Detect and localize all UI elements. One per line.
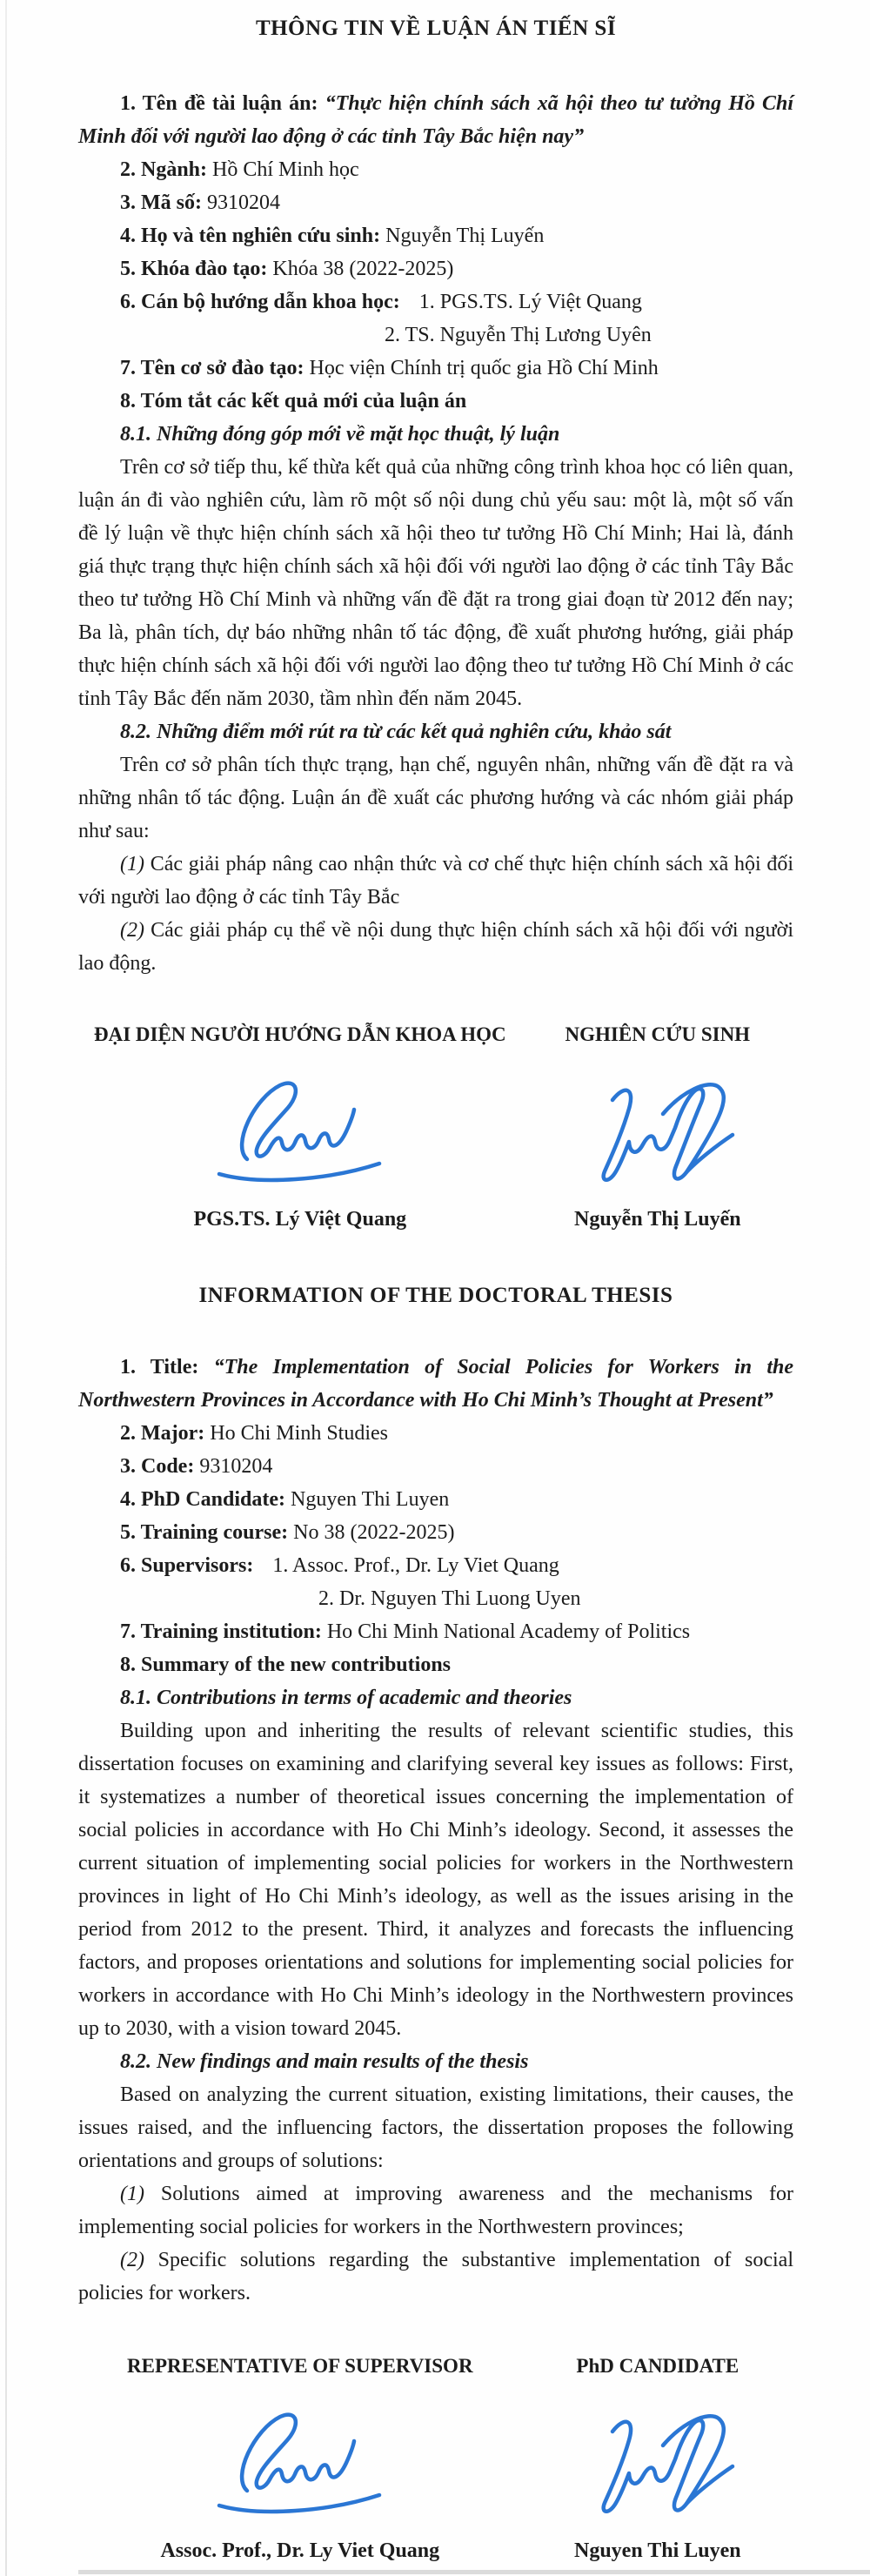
en-item4-value: Nguyen Thi Luyen [291,1488,450,1511]
vn-candidate-name: Nguyễn Thị Luyến [573,1208,741,1231]
en-item8-label: 8. Summary of the new contributions [120,1654,452,1676]
vn-item-thesis-title [78,87,793,153]
en-signature-block [78,2350,793,2567]
en-supervisor-signature-column [78,2350,522,2567]
section-english [78,1281,793,2567]
section-vietnamese [78,14,793,1236]
vn-item-course [78,252,793,285]
vn-item1-label: 1. Tên đề tài luận án: [120,92,318,115]
vn-item6-label: 6. Cán bộ hướng dẫn khoa học: [120,291,400,313]
en-item-supervisors [78,1549,793,1582]
en-solution-1-text: Solutions aimed at improving awareness and the mechanisms for implementing social policies for workers in the Northwestern provinces; [78,2183,793,2238]
en-candidate-signature-title: PhD CANDIDATE [576,2355,740,2377]
en-item-candidate [78,1483,793,1516]
vn-item-summary [78,385,793,418]
vn-paragraph-8-1: Trên cơ sở tiếp thu, kế thừa kết quả của những công trình khoa học có liên quan, luận án đi vào nghiên cứu, làm rõ một số nội dung chủ yếu sau: một là, một số vấn đề lý luận về thực hiện chính sách xã hội theo tư tưởng Hồ Chí Minh; Hai là, đánh giá thực trạng thực hiện chính sách xã hội đối với người lao động ở các tỉnh Tây Bắc theo tư tưởng Hồ Chí Minh và những vấn đề đặt ra trong giai đoạn từ 2012 đến nay; Ba là, phân tích, dự báo những nhân tố tác động, đề xuất phương hướng, giải pháp thực hiện chính sách xã hội đối với người lao động theo tư tưởng Hồ Chí Minh ở các tỉnh Tây Bắc đến năm 2030, tầm nhìn đến năm 2045. [78,456,793,710]
en-item2-label: 2. Major: [120,1422,205,1445]
en-item-major [78,1417,793,1450]
vn-item3-value: 9310204 [206,191,280,214]
en-item3-value: 9310204 [199,1455,273,1478]
en-item7-label: 7. Training institution: [120,1620,322,1643]
vn-item-major [78,153,793,186]
vn-item5-value: Khóa 38 (2022-2025) [272,258,454,280]
vn-supervisor-2-line [385,319,793,352]
en-paragraph-8-2: Based on analyzing the current situation, existing limitations, their causes, the issues raised, and the influencing factors, the dissertation proposes the following orientations and groups of solutions: [78,2083,793,2172]
vn-supervisor-2: 2. TS. Nguyễn Thị Lương Uyên [385,324,652,346]
en-supervisor-1: 1. Assoc. Prof., Dr. Ly Viet Quang [272,1554,559,1577]
vn-supervisor-signature-title: ĐẠI DIỆN NGƯỜI HƯỚNG DẪN KHOA HỌC [93,1023,506,1045]
vn-supervisor-1: 1. PGS.TS. Lý Việt Quang [418,291,642,313]
en-item-code [78,1450,793,1483]
vn-candidate-signature-column [522,1018,793,1236]
vn-item1-value: “Thực hiện chính sách xã hội theo tư tưởng Hồ Chí Minh đối với người lao động ở các tỉnh Tây Bắc hiện nay” [78,92,794,148]
en-item6-label: 6. Supervisors: [120,1554,254,1577]
vn-item7-label: 7. Tên cơ sở đào tạo: [120,357,304,379]
en-paragraph-8-1: Building upon and inheriting the results of relevant scientific studies, this dissertation focuses on examining and clarifying several key issues as follows: First, it systematizes a number of theoretical issues concerning the implementation of social policies in accordance with Ho Chi Minh’s ideology. Second, it assesses the current situation of implementing social policies for workers in the Northwestern provinces in light of Ho Chi Minh’s ideology, as well as the issues arising in the period from 2012 to the present. Third, it analyzes and forecasts the influencing factors, and proposes orientations and solutions for implementing social policies for workers in accordance with Ho Chi Minh’s ideology in the Northwestern provinces up to 2030, with a vision toward 2045. [78,1720,793,2040]
vn-signature-block [78,1018,793,1236]
en-solution-2 [78,2244,793,2310]
vn-solution-2 [78,914,793,980]
en-solution-2-marker: (2) [120,2249,144,2271]
vn-item3-label: 3. Mã số: [120,191,202,214]
vn-item4-value: Nguyễn Thị Luyến [385,225,545,247]
vn-supervisor-signature-column [78,1018,522,1236]
en-solution-1 [78,2177,793,2244]
en-item-thesis-title [78,1351,793,1417]
en-subheading-8-2: 8.2. New findings and main results of the thesis [120,2050,529,2073]
vn-item-institution [78,352,793,385]
vn-paragraph-8-2: Trên cơ sở phân tích thực trạng, hạn chế, nguyên nhân, những vấn đề đặt ra và những nhân tố tác động. Luận án đề xuất các phương hướng và các nhóm giải pháp như sau: [78,754,793,842]
vn-solution-1 [78,848,793,914]
vn-item7-value: Học viện Chính trị quốc gia Hồ Chí Minh [309,357,659,379]
vn-item-candidate [78,219,793,252]
scan-edge-artifact [78,2570,870,2574]
vn-item2-label: 2. Ngành: [120,158,208,181]
vn-item5-label: 5. Khóa đào tạo: [120,258,268,280]
en-item5-label: 5. Training course: [120,1521,289,1544]
en-document-title: INFORMATION OF THE DOCTORAL THESIS [198,1284,673,1307]
vn-item4-label: 4. Họ và tên nghiên cứu sinh: [120,225,381,247]
en-solution-2-text: Specific solutions regarding the substantive implementation of social policies for workers. [78,2249,794,2304]
en-item1-value: “The Implementation of Social Policies for Workers in the Northwestern Provinces in Accordance with Ho Chi Minh’s Thought at Present” [78,1356,793,1412]
vn-solution-2-text: Các giải pháp cụ thể về nội dung thực hiện chính sách xã hội đối với người lao động. [78,919,794,975]
en-candidate-signature-column [522,2350,793,2567]
en-subheading-8-1: 8.1. Contributions in terms of academic and theories [120,1687,572,1709]
en-item1-label: 1. Title: [120,1356,199,1379]
vn-solution-1-marker: (1) [120,853,144,875]
en-supervisor-name: Assoc. Prof., Dr. Ly Viet Quang [160,2539,440,2562]
en-item7-value: Ho Chi Minh National Academy of Politics [326,1620,691,1643]
en-item5-value: No 38 (2022-2025) [293,1521,455,1544]
vn-document-title: THÔNG TIN VỀ LUẬN ÁN TIẾN SĨ [255,17,617,40]
supervisor-signature-image-en [209,2405,392,2524]
en-candidate-name: Nguyen Thi Luyen [573,2539,741,2562]
en-supervisor-signature-title: REPRESENTATIVE OF SUPERVISOR [127,2355,473,2377]
vn-item-code [78,186,793,219]
en-item2-value: Ho Chi Minh Studies [210,1422,388,1445]
vn-item2-value: Hồ Chí Minh học [212,158,359,181]
en-solution-1-marker: (1) [120,2183,144,2205]
vn-solution-2-marker: (2) [120,919,144,942]
vn-candidate-signature-title: NGHIÊN CỨU SINH [565,1023,751,1045]
en-supervisor-2-line [318,1582,793,1615]
vn-subheading-8-2: 8.2. Những điểm mới rút ra từ các kết quả nghiên cứu, khảo sát [120,721,672,743]
vn-subheading-8-1: 8.1. Những đóng góp mới về mặt học thuật, lý luận [120,423,560,446]
vn-supervisor-name: PGS.TS. Lý Việt Quang [193,1208,407,1231]
supervisor-signature-image-vn [209,1074,392,1192]
candidate-signature-image-vn [579,1074,736,1192]
en-item-institution [78,1615,793,1648]
en-supervisor-2: 2. Dr. Nguyen Thi Luong Uyen [318,1587,581,1610]
candidate-signature-image-en [579,2405,736,2524]
en-item3-label: 3. Code: [120,1455,195,1478]
vn-solution-1-text: Các giải pháp nâng cao nhận thức và cơ chế thực hiện chính sách xã hội đối với người lao động ở các tỉnh Tây Bắc [78,853,793,909]
vn-item8-label: 8. Tóm tắt các kết quả mới của luận án [120,390,467,413]
en-item-summary [78,1648,793,1681]
en-item-course [78,1516,793,1549]
vn-item-supervisors [78,285,793,319]
en-item4-label: 4. PhD Candidate: [120,1488,286,1511]
